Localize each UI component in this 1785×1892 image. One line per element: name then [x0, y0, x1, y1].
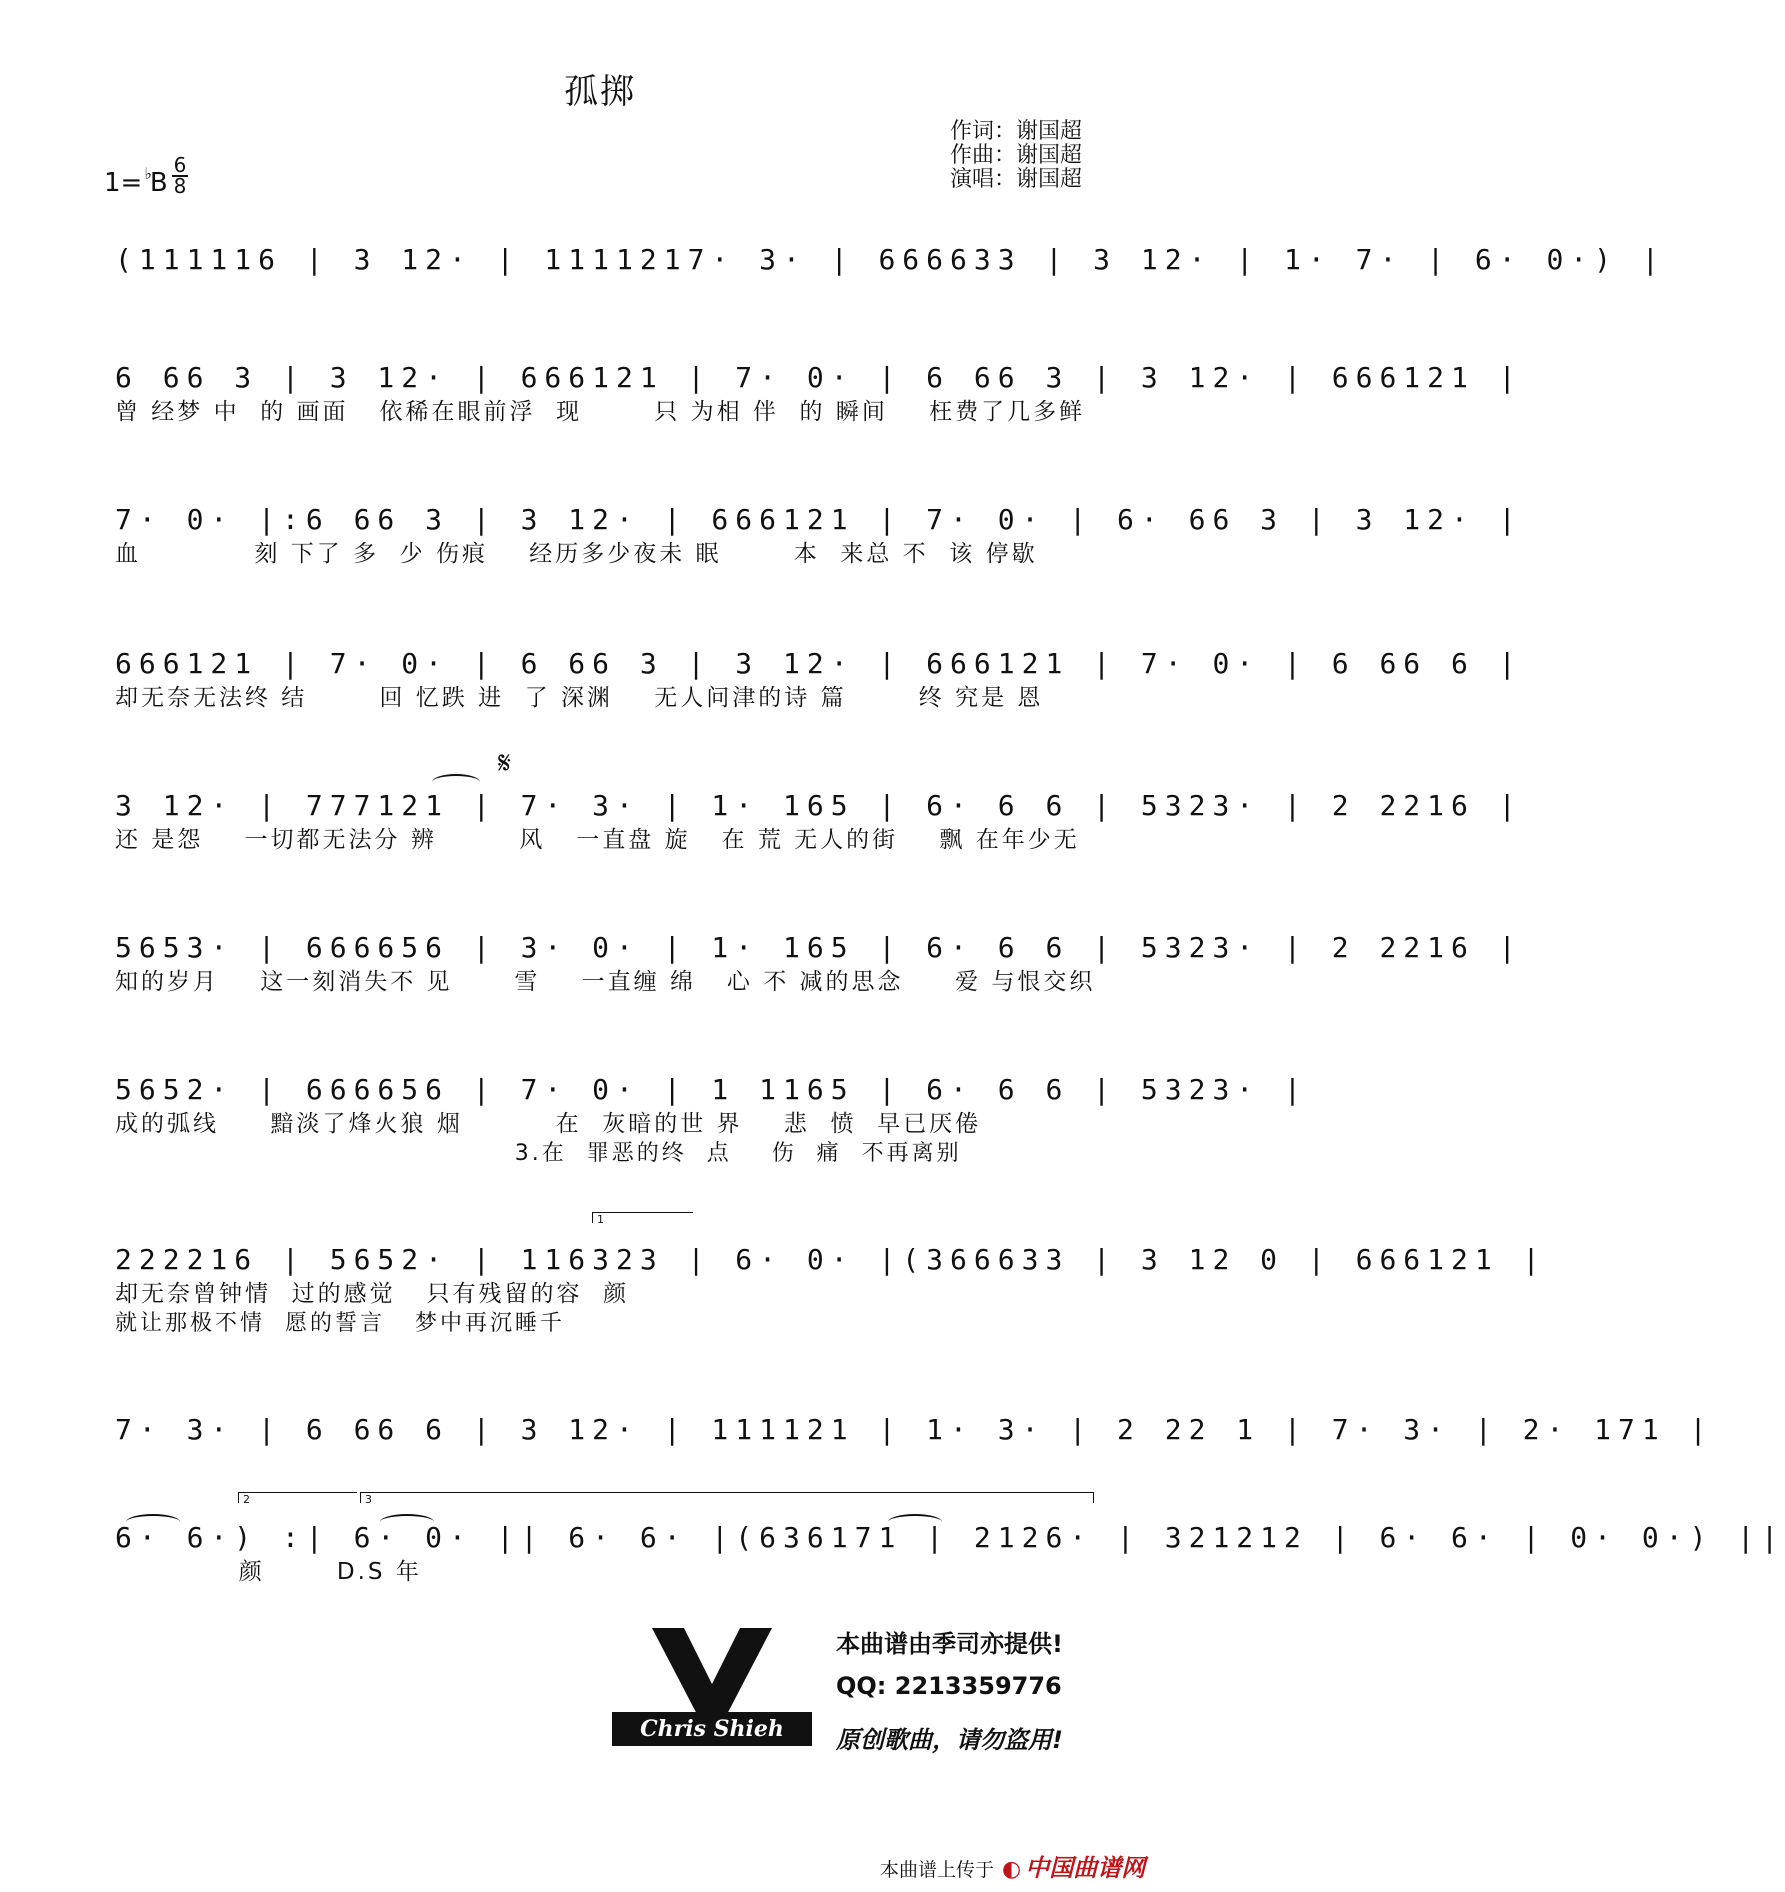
volta-bracket-1 — [592, 1212, 693, 1226]
meter-top: 6 — [173, 153, 187, 177]
copyright-notice: 原创歌曲，请勿盗用! — [836, 1726, 1063, 1754]
provider-credit: 本曲谱由季司亦提供! — [836, 1630, 1063, 1658]
score-line — [115, 1242, 1547, 1338]
notation-line: 5652· | 666656 | 7· 0· | 1 1165 | 6· 6 6 | 5323· | — [115, 1073, 1308, 1106]
volta-bracket-2 — [238, 1492, 357, 1506]
score-line — [115, 1520, 1785, 1586]
notation-line: 222216 | 5652· | 116323 | 6· 0· |(366633 | 3 12 0 | 666121 | — [115, 1243, 1547, 1276]
site-name: 中国曲谱网 — [1025, 1854, 1146, 1882]
qq-number: QQ: 2213359776 — [836, 1672, 1062, 1700]
flat-symbol: ♭ — [144, 164, 152, 183]
time-signature — [172, 153, 188, 198]
lyric-line: 3.在 罪恶的终 点 伤 痛 不再离别 — [115, 1141, 962, 1166]
lyric-line: 却无奈无法终 结 回 忆跌 进 了 深渊 无人问津的诗 篇 终 究是 恩 — [115, 685, 1044, 711]
notation-line: 3 12· | 777121 | 7· 3· | 1· 165 | 6· 6 6 | 5323· | 2 2216 | — [115, 789, 1523, 822]
score-line — [115, 788, 1523, 854]
lyric-line: 还 是怨 一切都无法分 辨 风 一直盘 旋 在 荒 无人的街 飘 在年少无 — [115, 827, 1080, 853]
lyric-line: 成的弧线 黯淡了烽火狼 烟 在 灰暗的世 界 悲 愤 早已厌倦 — [115, 1111, 982, 1137]
notation-line: (111116 | 3 12· | 1111217· 3· | 666633 | 3 12· | 1· 7· | 6· 0·) | — [115, 243, 1666, 276]
notation-line: 666121 | 7· 0· | 6 66 3 | 3 12· | 666121 | 7· 0· | 6 66 6 | — [115, 647, 1523, 680]
site-logo-icon: ◐ — [1002, 1857, 1022, 1882]
score-line — [115, 360, 1523, 426]
score-line — [115, 242, 1666, 278]
tie-arc — [432, 774, 480, 790]
volta-label-1: 1 — [597, 1213, 604, 1226]
notation-line: 6 66 3 | 3 12· | 666121 | 7· 0· | 6 66 3 | 3 12· | 666121 | — [115, 361, 1523, 394]
credits — [950, 120, 1082, 192]
score-line — [115, 1412, 1714, 1448]
volta-label-2: 2 — [243, 1493, 250, 1506]
logo-text: Chris Shieh — [640, 1716, 784, 1742]
score-line — [115, 502, 1523, 568]
key-prefix: 1= — [104, 168, 143, 198]
lyricist-credit: 作词：谢国超 — [950, 119, 1083, 144]
meter-bottom: 8 — [173, 174, 187, 198]
key-note: B — [149, 168, 168, 198]
tie-arc — [888, 1514, 942, 1530]
tie-arc — [126, 1514, 180, 1530]
notation-line: 7· 0· |:6 66 3 | 3 12· | 666121 | 7· 0· | 6· 66 3 | 3 12· | — [115, 503, 1523, 536]
footer — [880, 1848, 1145, 1883]
lyric-line: 血 刻 下了 多 少 伤痕 经历多少夜未 眠 本 来总 不 该 停歇 — [115, 541, 1038, 567]
volta-bracket-3 — [360, 1492, 1094, 1506]
lyric-line: 知的岁月 这一刻消失不 见 雪 一直缠 绵 心 不 减的思念 爱 与恨交织 — [115, 969, 1096, 995]
lyric-line: 就让那极不情 愿的誓言 梦中再沉睡千 — [115, 1311, 565, 1336]
footer-text: 本曲谱上传于 — [880, 1859, 995, 1881]
chris-shieh-logo — [612, 1628, 812, 1746]
song-title: 孤掷 — [564, 72, 636, 112]
lyric-line: 却无奈曾钟情 过的感觉 只有残留的容 颜 — [115, 1281, 630, 1307]
score-line — [115, 646, 1523, 712]
singer-credit: 演唱：谢国超 — [950, 167, 1083, 192]
notation-line: 7· 3· | 6 66 6 | 3 12· | 111121 | 1· 3· | 2 22 1 | 7· 3· | 2· 171 | — [115, 1413, 1714, 1446]
lyric-line: 颜 D.S 年 — [115, 1559, 422, 1585]
tie-arc — [380, 1514, 434, 1530]
notation-line: 5653· | 666656 | 3· 0· | 1· 165 | 6· 6 6 | 5323· | 2 2216 | — [115, 931, 1523, 964]
lyric-line: 曾 经梦 中 的 画面 依稀在眼前浮 现 只 为相 伴 的 瞬间 枉费了几多鲜 — [115, 399, 1086, 425]
composer-credit: 作曲：谢国超 — [950, 143, 1083, 168]
score-line — [115, 930, 1523, 996]
key-signature — [104, 164, 168, 198]
notation-line: 6· 6·) :| 6· 0· || 6· 6· |(636171 | 2126· | 321212 | 6· 6· | 0· 0·) || — [115, 1521, 1785, 1554]
segno-sign: 𝄋 — [498, 746, 511, 781]
score-line — [115, 1072, 1308, 1168]
volta-label-3: 3 — [365, 1493, 372, 1506]
